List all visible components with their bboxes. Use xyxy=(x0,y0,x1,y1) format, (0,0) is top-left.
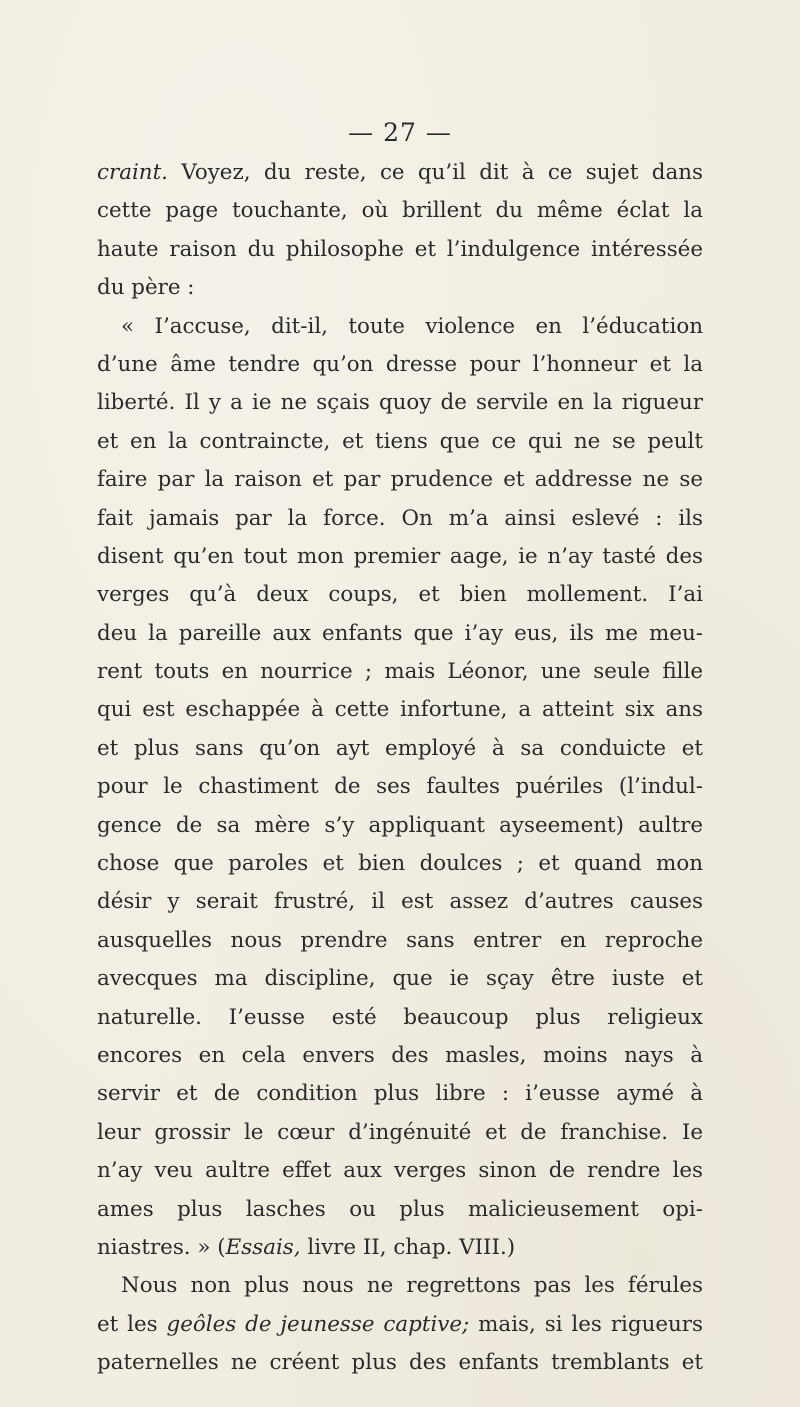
italic-text: geôles de jeunesse captive; xyxy=(166,1311,470,1337)
text-run: niastres. » ( xyxy=(97,1234,226,1260)
text-line xyxy=(97,154,703,192)
text-line xyxy=(97,423,703,461)
text-line xyxy=(97,346,703,384)
text-run: ausquelles nous prendre sans entrer en reproche xyxy=(97,927,703,953)
text-run: cette page touchante, où brillent du même éclat la xyxy=(97,198,703,224)
text-line xyxy=(97,615,703,653)
text-line xyxy=(97,1267,703,1305)
text-run: disent qu’en tout mon premier aage, ie n’ay tasté des xyxy=(97,543,703,569)
text-line xyxy=(97,1114,703,1152)
text-run: et plus sans qu’on ayt employé à sa conduicte et xyxy=(97,735,703,761)
text-line xyxy=(97,500,703,538)
text-run: Nous non plus nous ne regrettons pas les férules xyxy=(121,1273,703,1299)
italic-text: craint. xyxy=(97,160,168,185)
text-line xyxy=(97,538,703,576)
text-run: verges qu’à deux coups, et bien mollement. I’ai xyxy=(97,582,703,608)
italic-text: Essais, xyxy=(225,1234,301,1260)
text-run: n’ay veu aultre effet aux verges sinon de rendre les xyxy=(97,1158,703,1184)
text-line xyxy=(97,1344,703,1382)
text-line xyxy=(97,807,703,845)
text-run: Voyez, du reste, ce qu’il dit à ce sujet dans xyxy=(167,160,703,185)
text-line xyxy=(97,1191,703,1229)
text-run: désir y serait frustré, il est assez d’autres causes xyxy=(97,889,703,915)
text-run: chose que paroles et bien doulces ; et quand mon xyxy=(97,851,703,877)
text-run: leur grossir le cœur d’ingénuité et de franchise. Ie xyxy=(97,1119,703,1145)
text-run: servir et de condition plus libre : i’eusse aymé à xyxy=(97,1081,703,1107)
text-line xyxy=(97,384,703,422)
text-run: haute raison du philosophe et l’indulgence intéressée xyxy=(97,236,703,262)
text-line xyxy=(97,1037,703,1075)
text-run: gence de sa mère s’y appliquant ayseement) aultre xyxy=(97,812,703,838)
text-line xyxy=(97,845,703,883)
text-line xyxy=(97,1152,703,1190)
text-run: faire par la raison et par prudence et addresse ne se xyxy=(97,467,703,493)
text-run: naturelle. I’eusse esté beaucoup plus religieux xyxy=(97,1004,703,1030)
text-line xyxy=(97,1229,703,1267)
text-run: livre II, chap. VIII.) xyxy=(300,1234,516,1260)
text-line xyxy=(97,768,703,806)
text-run: paternelles ne créent plus des enfants tremblants et xyxy=(97,1350,703,1376)
text-run: avecques ma discipline, que ie sçay être iuste et xyxy=(97,966,703,992)
text-line xyxy=(97,999,703,1037)
text-run: « I’accuse, dit-il, toute violence en l’éducation xyxy=(121,313,703,339)
text-line xyxy=(97,576,703,614)
text-line xyxy=(97,192,703,230)
text-line xyxy=(97,1306,703,1344)
text-run: mais, si les rigueurs xyxy=(469,1311,703,1337)
text-run: pour le chastiment de ses faultes puériles (l’indul- xyxy=(97,774,703,800)
text-line xyxy=(97,691,703,729)
text-line xyxy=(97,960,703,998)
text-run: et en la contraincte, et tiens que ce qui ne se peult xyxy=(97,428,703,454)
body-text xyxy=(97,154,703,1383)
text-run: du père : xyxy=(97,275,195,301)
text-run: deu la pareille aux enfants que i’ay eus, ils me meu- xyxy=(97,620,703,646)
page-number: — 27 — xyxy=(348,118,452,147)
text-run: qui est eschappée à cette infortune, a atteint six ans xyxy=(97,697,703,723)
text-line xyxy=(97,269,703,307)
text-run: d’une âme tendre qu’on dresse pour l’honneur et la xyxy=(97,351,703,377)
text-run: liberté. Il y a ie ne sçais quoy de servile en la rigueur xyxy=(97,390,703,416)
text-run: fait jamais par la force. On m’a ainsi eslevé : ils xyxy=(97,505,703,531)
text-run: encores en cela envers des masles, moins nays à xyxy=(97,1042,703,1068)
text-run: ames plus lasches ou plus malicieusement opi- xyxy=(97,1196,703,1222)
text-line xyxy=(97,1075,703,1113)
text-run: rent touts en nourrice ; mais Léonor, une seule fille xyxy=(97,659,703,685)
text-line xyxy=(97,922,703,960)
text-line xyxy=(97,461,703,499)
text-line xyxy=(97,653,703,691)
text-run: et les xyxy=(97,1311,167,1337)
text-line xyxy=(97,730,703,768)
text-line xyxy=(97,308,703,346)
text-line xyxy=(97,231,703,269)
text-line xyxy=(97,883,703,921)
